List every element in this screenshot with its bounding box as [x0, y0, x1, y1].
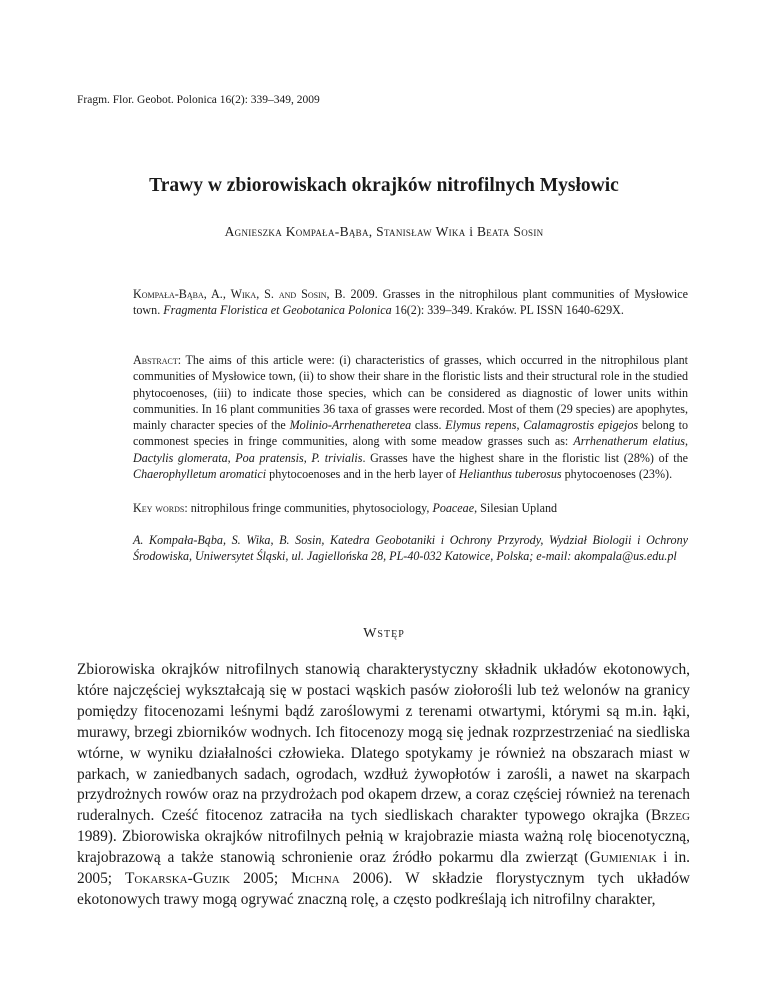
reference: Tokarska-Guzik — [125, 870, 231, 888]
citation-journal: Fragmenta Floristica et Geobotanica Polonica — [163, 303, 392, 318]
keywords-label: Key words — [133, 501, 185, 515]
journal-reference: Fragm. Flor. Geobot. Polonica 16(2): 339–349, 2009 — [77, 94, 320, 106]
paper-title: Trawy w zbiorowiskach okrajków nitrofilnych Mysłowic — [149, 175, 619, 196]
section-heading: Wstęp — [363, 626, 405, 641]
abstract-block: Abstract: The aims of this article were: (i) characteristics of grasses, which occurred in the nitrophilous plant communities of Mysłowice town, (ii) to show their share in the floristic lists and their structural role in the studied phytocoenoses, (iii) to indicate those species, which can be considered as diagnostic of lower units within communities. In 16 plant communities 36 taxa of grasses were recorded. Most of them (29 species) are apophytes, mainly character species of the Molinio-Arrhenatheretea class. Elymus repens, Calamagrostis epigejos belong to commonest species in fringe communities, along with some meadow grasses such as: Arrhenatherum elatius, Dactylis glomerata, Poa pratensis, P. trivialis. Grasses have the highest share in the floristic list (28%) of the Chaerophylletum aromatici phytocoenoses and in the herb layer of Helianthus tuberosus phytocoenoses (23%). — [133, 353, 689, 482]
reference: Brzeg — [651, 807, 690, 825]
author-list: Agnieszka Kompała-Bąba, Stanisław Wika i Beata Sosin — [224, 224, 544, 239]
citation-authors: Kompała-Bąba, A., Wika, S. and Sosin, B. — [133, 287, 346, 301]
keywords-block: Key words: nitrophilous fringe communities, phytosociology, Poaceae, Silesian Upland — [133, 501, 558, 515]
author-address: A. Kompała-Bąba, S. Wika, B. Sosin, Katedra Geobotaniki i Ochrony Przyrody, Wydział Biologii i Ochrony Środowiska, Uniwersytet Śląski, ul. Jagiellońska 28, PL-40-032 Katowice, Polska; e-mail: akompala@us.edu.pl — [133, 533, 688, 564]
reference: Gumieniak — [589, 849, 657, 867]
citation-block: Kompała-Bąba, A., Wika, S. and Sosin, B. 2009. Grasses in the nitrophilous plant communities of Mysłowice town. Fragmenta Floristica et Geobotanica Polonica 16(2): 339–349. Kraków. PL ISSN 1640-629X. — [133, 287, 688, 318]
abstract-label: Abstract — [133, 353, 178, 367]
body-paragraph: Zbiorowiska okrajków nitrofilnych stanowią charakterystyczny składnik układów ekotonowych, które najczęściej wykształcają się w postaci wąskich pasów ziołorośli lub też welonów na granicy pomiędzy fitocenozami leśnymi bądź zaroślowymi z terenami otwartymi, którymi są m.in. łąki, murawy, brzegi zbiorników wodnych. Ich fitocenozy mogą się jednak rozprzestrzeniać na siedliska wtórne, w wyniku działalności człowieka. Dlatego spotykamy je również na obszarach miast w parkach, w zaniedbanych sadach, ogrodach, wzdłuż żywopłotów i zarośli, a nawet na skarpach przydrożnych rowów oraz na przydrożach pod okapem drzew, a coraz częściej również na terenach ruderalnych. Cześć fitocenoz zatraciła na tych siedliskach charakter typowego okrajka (Brzeg 1989). Zbiorowiska okrajków nitrofilnych pełnią w krajobrazie miasta ważną rolę biocenotyczną, krajobrazową a także stanowią schronienie oraz źródło pokarmu dla zwierząt (Gumieniak i in. 2005; Tokarska-Guzik 2005; Michna 2006). W składzie florystycznym tych układów ekotonowych trawy mogą ogrywać znaczną rolę, a często podkreślają ich nitrofilny charakter, — [77, 661, 691, 908]
reference: Michna — [291, 870, 340, 888]
